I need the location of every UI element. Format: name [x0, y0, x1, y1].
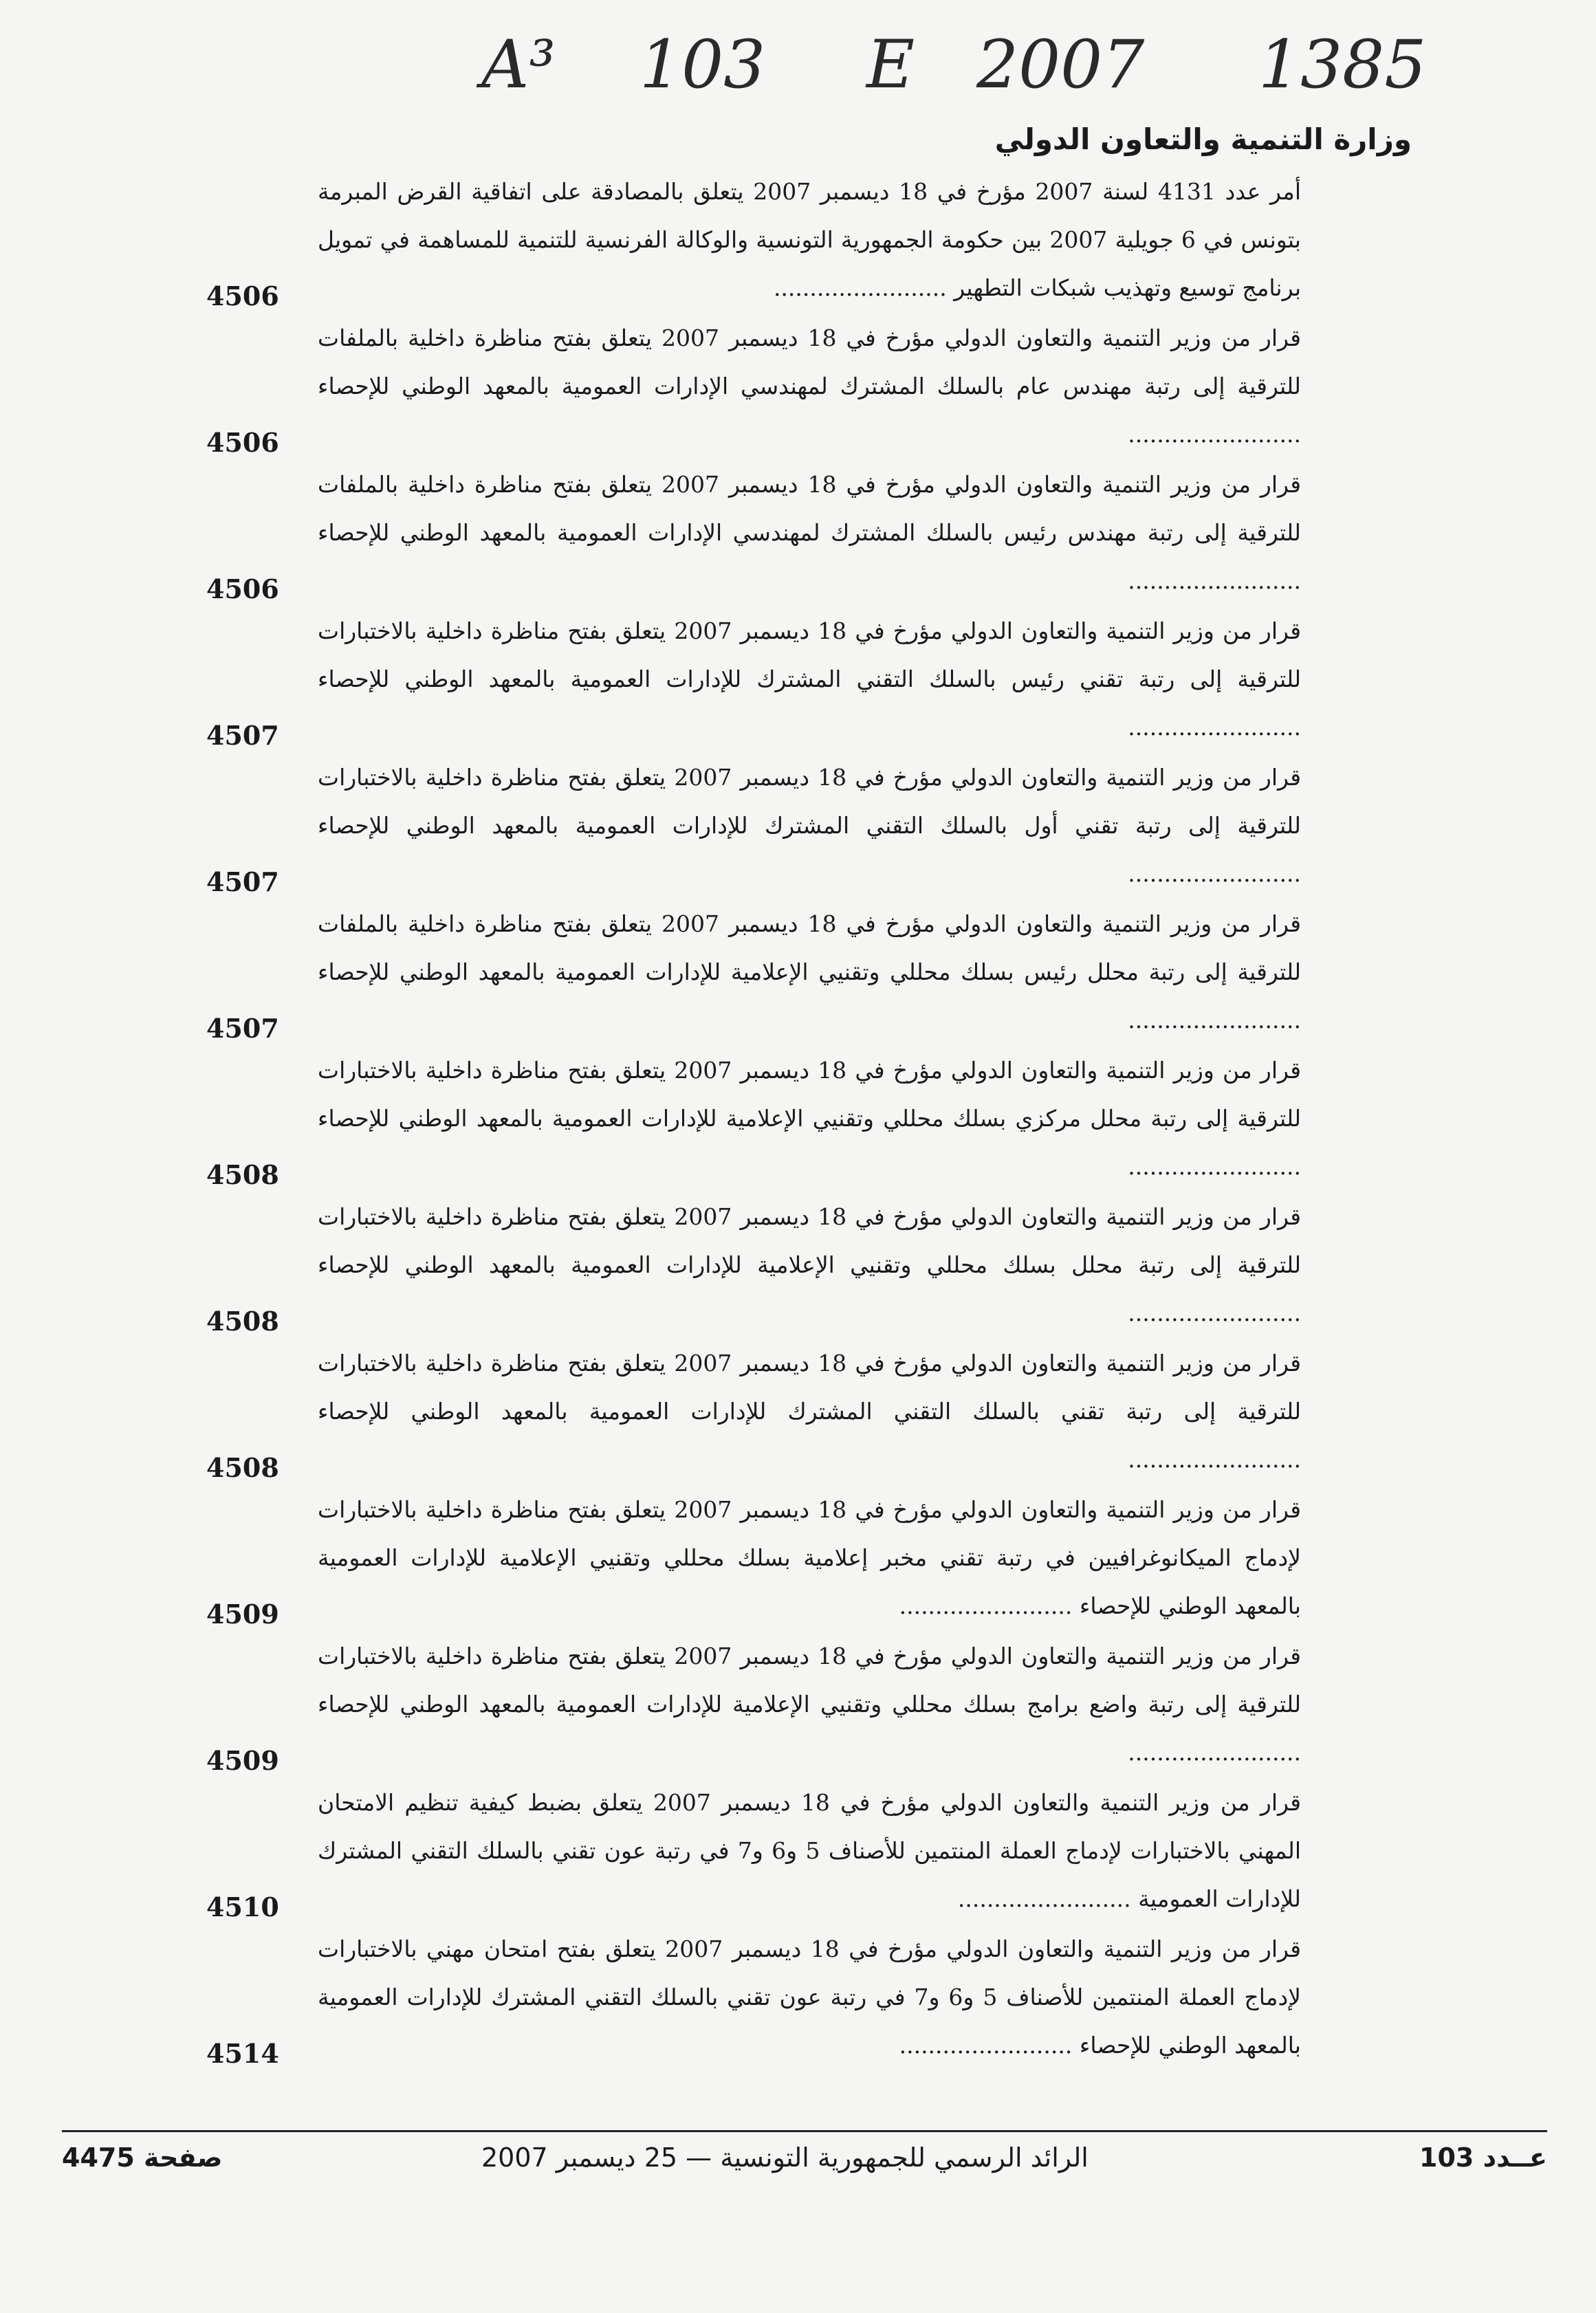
page-number: صفحة 4475 — [62, 2142, 223, 2173]
leader-dots: ........................ — [1128, 1300, 1301, 1326]
toc-entry-text — [318, 461, 1301, 605]
toc-entry — [206, 1779, 1301, 1925]
table-of-contents — [206, 168, 1301, 2072]
entry-title: قرار من وزير التنمية والتعاون الدولي مؤرخ في 18 ديسمبر 2007 يتعلق بفتح مناظرة داخلية بالملفات للترقية إلى رتبة مهندس رئيس بالسلك المشترك لمهندسي الإدارات العمومية بالمعهد الوطني للإحصاء — [318, 471, 1302, 546]
toc-entry — [206, 168, 1301, 314]
toc-entry — [206, 1339, 1301, 1486]
toc-entry — [206, 1193, 1301, 1339]
page-footer — [62, 2142, 1547, 2191]
toc-entry — [206, 1632, 1301, 1779]
entry-title: قرار من وزير التنمية والتعاون الدولي مؤرخ في 18 ديسمبر 2007 يتعلق بفتح مناظرة داخلية بالاختبارات للترقية إلى رتبة تقني رئيس بالسلك التقني المشترك للإدارات العمومية بالمعهد الوطني للإحصاء — [318, 617, 1301, 692]
entry-page-number: 4506 — [206, 427, 279, 458]
entry-page-number: 4510 — [206, 1892, 279, 1922]
toc-entry — [206, 1486, 1301, 1632]
entry-page-number: 4507 — [206, 1013, 279, 1044]
leader-dots: ........................ — [1128, 567, 1301, 594]
toc-entry-text — [318, 1925, 1301, 2070]
toc-entry-text — [318, 1632, 1301, 1777]
toc-entry — [206, 1925, 1301, 2072]
toc-entry-text — [318, 1486, 1301, 1630]
entry-title: أمر عدد 4131 لسنة 2007 مؤرخ في 18 ديسمبر 2007 يتعلق بالمصادقة على اتفاقية القرض المبرمة بتونس في 6 جويلية 2007 بين حكومة الجمهورية التونسية والوكالة الفرنسية للتنمية للمساهمة في تمويل برنامج توسيع وتهذيب شبكات التطهير — [318, 178, 1302, 301]
handwritten-part: 1385 — [1258, 26, 1427, 103]
entry-page-number: 4509 — [206, 1745, 279, 1776]
entry-title: قرار من وزير التنمية والتعاون الدولي مؤرخ في 18 ديسمبر 2007 يتعلق بفتح مناظرة داخلية بالاختبارات للترقية إلى رتبة محلل بسلك محللي وتقنيي الإعلامية للإدارات العمومية بالمعهد الوطني للإحصاء — [318, 1203, 1301, 1278]
entry-page-number: 4508 — [206, 1452, 279, 1483]
leader-dots: ........................ — [1128, 714, 1301, 741]
entry-title: قرار من وزير التنمية والتعاون الدولي مؤرخ في 18 ديسمبر 2007 يتعلق بفتح مناظرة داخلية بالاختبارات للترقية إلى رتبة تقني بالسلك التقني المشترك للإدارات العمومية بالمعهد الوطني للإحصاء — [318, 1350, 1301, 1425]
entry-title: قرار من وزير التنمية والتعاون الدولي مؤرخ في 18 ديسمبر 2007 يتعلق بضبط كيفية تنظيم الامتحان المهني بالاختبارات لإدماج العملة المنتمين للأصناف 5 و6 و7 في رتبة عون تقني بالسلك التقني المشترك للإدارات العمومية — [318, 1789, 1301, 1912]
toc-entry — [206, 314, 1301, 461]
toc-entry-text — [318, 1779, 1301, 1923]
entry-title: قرار من وزير التنمية والتعاون الدولي مؤرخ في 18 ديسمبر 2007 يتعلق بفتح مناظرة داخلية بالاختبارات للترقية إلى رتبة محلل مركزي بسلك محللي وتقنيي الإعلامية للإدارات العمومية بالمعهد الوطني للإحصاء — [318, 1057, 1301, 1132]
entry-page-number: 4508 — [206, 1159, 279, 1190]
toc-entry-text — [318, 1046, 1301, 1191]
toc-entry — [206, 461, 1301, 607]
handwritten-annotation — [481, 19, 1444, 122]
entry-page-number: 4514 — [206, 2038, 279, 2069]
toc-entry — [206, 607, 1301, 754]
leader-dots: ........................ — [1128, 421, 1301, 448]
toc-entry-text — [318, 314, 1301, 459]
entry-title: قرار من وزير التنمية والتعاون الدولي مؤرخ في 18 ديسمبر 2007 يتعلق بفتح مناظرة داخلية بالملفات للترقية إلى رتبة محلل رئيس بسلك محللي وتقنيي الإعلامية للإدارات العمومية بالمعهد الوطني للإحصاء — [318, 910, 1302, 985]
entry-page-number: 4507 — [206, 866, 279, 897]
leader-dots: ........................ — [1128, 1739, 1301, 1766]
entry-page-number: 4509 — [206, 1599, 279, 1630]
leader-dots: ........................ — [899, 1592, 1073, 1619]
entry-title: قرار من وزير التنمية والتعاون الدولي مؤرخ في 18 ديسمبر 2007 يتعلق بفتح مناظرة داخلية بالاختبارات لإدماج الميكانوغرافيين في رتبة تقني مخبر إعلامية بسلك محللي وتقنيي الإعلامية للإدارات العمومية بالمعهد الوطني للإحصاء — [318, 1496, 1301, 1619]
entry-page-number: 4507 — [206, 720, 279, 751]
leader-dots: ........................ — [957, 1885, 1131, 1912]
entry-page-number: 4508 — [206, 1306, 279, 1337]
toc-entry-text — [318, 754, 1301, 898]
toc-entry-text — [318, 900, 1301, 1044]
toc-entry — [206, 1046, 1301, 1193]
leader-dots: ........................ — [899, 2032, 1073, 2059]
section-title: وزارة التنمية والتعاون الدولي — [994, 122, 1412, 156]
issue-number: عــدد 103 — [1419, 2142, 1547, 2173]
publication-title: الرائد الرسمي للجمهورية التونسية — 25 ديسمبر 2007 — [481, 2142, 1089, 2173]
leader-dots: ........................ — [1128, 1153, 1301, 1180]
entry-page-number: 4506 — [206, 281, 279, 311]
entry-page-number: 4506 — [206, 573, 279, 604]
entry-title: قرار من وزير التنمية والتعاون الدولي مؤرخ في 18 ديسمبر 2007 يتعلق بفتح امتحان مهني بالاختبارات لإدماج العملة المنتمين للأصناف 5 و6 و7 في رتبة عون تقني بالسلك التقني المشترك للإدارات العمومية بالمعهد الوطني للإحصاء — [318, 1936, 1301, 2059]
entry-title: قرار من وزير التنمية والتعاون الدولي مؤرخ في 18 ديسمبر 2007 يتعلق بفتح مناظرة داخلية بالاختبارات للترقية إلى رتبة تقني أول بالسلك التقني المشترك للإدارات العمومية بالمعهد الوطني للإحصاء — [318, 764, 1301, 839]
handwritten-part: E — [866, 26, 915, 103]
handwritten-part: A³ — [481, 26, 556, 103]
toc-entry-text — [318, 1339, 1301, 1484]
leader-dots: ........................ — [1128, 1446, 1301, 1473]
entry-title: قرار من وزير التنمية والتعاون الدولي مؤرخ في 18 ديسمبر 2007 يتعلق بفتح مناظرة داخلية بالملفات للترقية إلى رتبة مهندس عام بالسلك المشترك لمهندسي الإدارات العمومية بالمعهد الوطني للإحصاء — [318, 325, 1302, 399]
leader-dots: ........................ — [1128, 1007, 1301, 1033]
toc-entry-text — [318, 1193, 1301, 1337]
toc-entry — [206, 900, 1301, 1046]
leader-dots: ........................ — [773, 274, 947, 301]
toc-entry-text — [318, 607, 1301, 752]
entry-title: قرار من وزير التنمية والتعاون الدولي مؤرخ في 18 ديسمبر 2007 يتعلق بفتح مناظرة داخلية بالاختبارات للترقية إلى رتبة واضع برامج بسلك محللي وتقنيي الإعلامية للإدارات العمومية بالمعهد الوطني للإحصاء — [318, 1643, 1301, 1718]
leader-dots: ........................ — [1128, 860, 1301, 887]
toc-entry — [206, 754, 1301, 900]
handwritten-part: 103 — [640, 26, 766, 103]
toc-entry-text — [318, 168, 1301, 312]
footer-divider — [62, 2130, 1547, 2132]
handwritten-part: 2007 — [976, 26, 1145, 103]
